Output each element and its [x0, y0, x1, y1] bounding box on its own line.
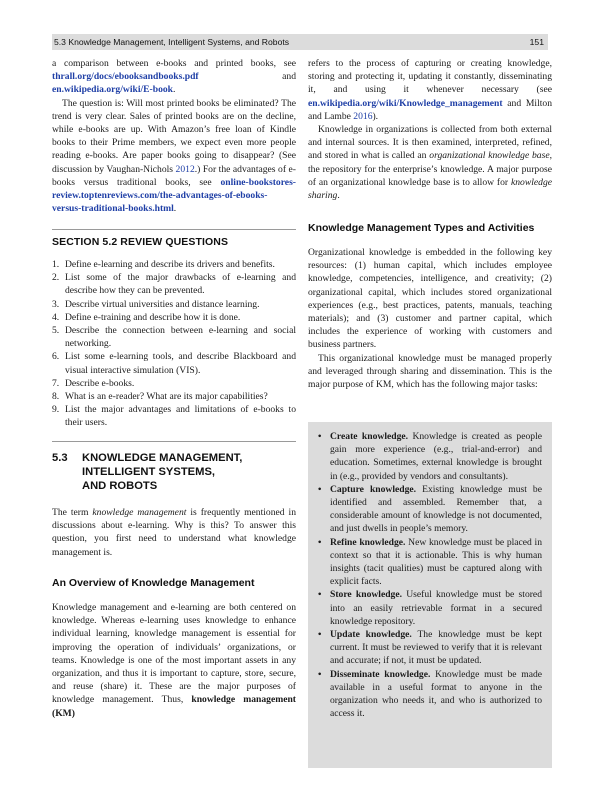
- overview-paragraph: Knowledge management and e-learning are both centered on knowledge. Whereas e-learning uses knowledge to enhance individual learning, knowledge management is essential for improving the operation of individuals’ organizations, or teams. Knowledge is one of the most important assets in any organization, and thus it is important to capture, store, secure, and reuse (share) it. These are the major purposes of knowledge management. Thus, knowledge management (KM): [52, 602, 296, 719]
- question-text: List the major advantages and limitations of e-books to their users.: [65, 404, 296, 429]
- bullet-icon: •: [318, 589, 322, 601]
- km-task-term: Disseminate knowledge.: [330, 668, 431, 680]
- knowledge-base-paragraph: Knowledge in organizations is collected from both external and internal sources. It is then examined, interpreted, refined, and stored in what is called an organizational knowledge base, the repository for the enterprise’s knowledge. A major purpose of an organizational knowledge base is to allow for knowledge sharing.: [308, 124, 552, 202]
- bullet-icon: •: [318, 431, 322, 442]
- review-questions: [52, 258, 296, 430]
- running-header: [52, 34, 548, 50]
- citation-milton-lambe[interactable]: 2016: [353, 110, 373, 122]
- km-task-item: [316, 536, 542, 589]
- review-question: [52, 258, 296, 271]
- section-heading: [52, 451, 296, 495]
- km-task-item: [316, 668, 542, 721]
- section-title-line-2: INTELLIGENT SYSTEMS,: [82, 466, 216, 478]
- section-divider: [52, 441, 296, 442]
- km-paragraph: The term knowledge management is frequently mentioned in discussions about e-learning. Why is this? To answer this question, you first need to understand what knowledge management is.: [52, 507, 296, 558]
- km-task-item: [316, 430, 542, 483]
- km-task-description: Existing knowledge must be identified and assembled. Remember that, a considerable amount of knowledge is not documented, and just dwells in people’s memory.: [330, 483, 542, 535]
- types-body: [308, 246, 552, 391]
- question-text: List some of the major drawbacks of e-learning and describe how they can be prevented.: [65, 272, 296, 297]
- review-question: [52, 271, 296, 297]
- question-text: List some e-learning tools, and describe Blackboard and visual interactive simulation (VIS).: [65, 351, 296, 376]
- link-toptenreviews[interactable]: online-bookstores-review.toptenreviews.com/the-advantages-of-ebooks-versus-traditional-books.html: [52, 176, 296, 215]
- km-types-heading: Knowledge Management Types and Activities: [308, 222, 535, 234]
- right-intro: [308, 57, 552, 202]
- question-text: Define e-learning and describe its drivers and benefits.: [65, 259, 275, 270]
- question-text: Describe e-books.: [65, 377, 135, 389]
- km-task-item: [316, 628, 542, 668]
- question-number: 8.: [52, 391, 60, 403]
- km-definition-paragraph: refers to the process of capturing or creating knowledge, storing and protecting it, updating it constantly, disseminating it, and using it whenever necessary (see en.wikipedia.org/wiki/Knowledge_management and Milton and Lambe 2016).: [308, 58, 552, 122]
- km-task-description: Useful knowledge must be stored into an easily retrievable format in a secured knowledge repository.: [330, 589, 542, 627]
- km-task-term: Capture knowledge.: [330, 483, 417, 495]
- question-number: 7.: [52, 377, 60, 389]
- intro-paragraph-2: The question is: Will most printed books be eliminated? The trend is very clear. Sales of printed books are on the decline, while e-books are up. With Amazon’s free loan of Kindle books to their Prime members, we expect even more people reading e-books. Are paper books going to disappear? (See discussion by Vaughan-Nichols 2012.) For the advantages of e-books versus traditional books, see online-bookstores-review.toptenreviews.com/the-advantages-of-ebooks-versus-traditional-books.html.: [52, 97, 296, 215]
- km-task-term: Store knowledge.: [330, 589, 403, 601]
- km-task-description: Knowledge must be made available in a useful format to anyone in the organization who needs it, and who is authorized to access it.: [330, 668, 543, 720]
- question-number: 3.: [52, 298, 60, 310]
- km-task-term: Update knowledge.: [330, 629, 412, 641]
- km-tasks-box: [308, 422, 552, 768]
- km-task-item: [316, 483, 542, 536]
- question-number: 2.: [52, 272, 60, 284]
- section-title-line-3: AND ROBOTS: [82, 480, 158, 492]
- bullet-icon: •: [318, 536, 322, 548]
- section-title-line-1: KNOWLEDGE MANAGEMENT,: [82, 452, 243, 464]
- question-number: 9.: [52, 404, 60, 416]
- km-task-term: Create knowledge.: [330, 431, 409, 442]
- review-question: [52, 350, 296, 376]
- review-question: [52, 390, 296, 403]
- review-question: [52, 311, 296, 324]
- resources-paragraph: Organizational knowledge is embedded in the following key resources: (1) human capital, which includes employee knowledge, competencies, intelligence, and creativity; (2) organizational capital, which includes stored organizational experiences (e.g., best practices, patents, manuals, teaching materials); and (3) customer and partner capital, which includes the experience of working with customers and business partners.: [308, 247, 552, 351]
- km-intro: [52, 506, 296, 559]
- review-divider: [52, 229, 296, 230]
- review-questions-heading: SECTION 5.2 REVIEW QUESTIONS: [52, 236, 229, 248]
- km-task-term: Refine knowledge.: [330, 536, 406, 548]
- km-task-description: Knowledge is created as people gain more experience (e.g., trial-and-error) and education. Sometimes, external knowledge is brought in (e.g., provided by vendors and consultants).: [330, 431, 542, 482]
- question-text: What is an e-reader? What are its major capabilities?: [65, 391, 268, 403]
- page-number: 151: [529, 37, 544, 47]
- left-intro: [52, 57, 296, 215]
- review-question: [52, 403, 296, 429]
- question-text: Describe virtual universities and distance learning.: [65, 298, 260, 310]
- km-task-description: New knowledge must be placed in context so that it is actionable. This is why human insights (tacit qualities) must be captured along with explicit facts.: [330, 536, 543, 588]
- bullet-icon: •: [318, 668, 322, 680]
- km-task-item: [316, 588, 542, 628]
- overview-heading: An Overview of Knowledge Management: [52, 577, 255, 589]
- running-header-section: 5.3 Knowledge Management, Intelligent Systems, and Robots: [54, 37, 290, 47]
- link-thrall[interactable]: thrall.org/docs/ebooksandbooks.pdf: [52, 71, 199, 83]
- review-question: [52, 298, 296, 311]
- review-question: [52, 377, 296, 390]
- question-number: 4.: [52, 311, 60, 323]
- km-task-description: The knowledge must be kept current. It must be reviewed to verify that it is relevant and accurate; if not, it must be updated.: [330, 629, 543, 667]
- question-text: Define e-training and describe how it is done.: [65, 311, 241, 323]
- question-number: 6.: [52, 351, 60, 363]
- question-number: 5.: [52, 325, 60, 337]
- bullet-icon: •: [318, 629, 322, 641]
- section-number: 5.3: [52, 452, 68, 464]
- link-wikipedia-ebook[interactable]: en.wikipedia.org/wiki/E-book: [52, 84, 174, 96]
- question-text: Describe the connection between e-learning and social networking.: [65, 325, 296, 350]
- link-wikipedia-km[interactable]: en.wikipedia.org/wiki/Knowledge_management: [308, 97, 503, 109]
- intro-paragraph-1: a comparison between e-books and printed books, see thrall.org/docs/ebooksandbooks.pdf and en.wikipedia.org/wiki/E-book.: [52, 58, 296, 96]
- tasks-paragraph: This organizational knowledge must be managed properly and leveraged through sharing and dissemination. This is the major purpose of KM, which has the following major tasks:: [308, 352, 552, 391]
- overview-body: [52, 601, 296, 720]
- question-number: 1.: [52, 259, 60, 270]
- bullet-icon: •: [318, 483, 322, 495]
- review-question: [52, 324, 296, 350]
- citation-vaughan-nichols[interactable]: 2012: [175, 163, 195, 175]
